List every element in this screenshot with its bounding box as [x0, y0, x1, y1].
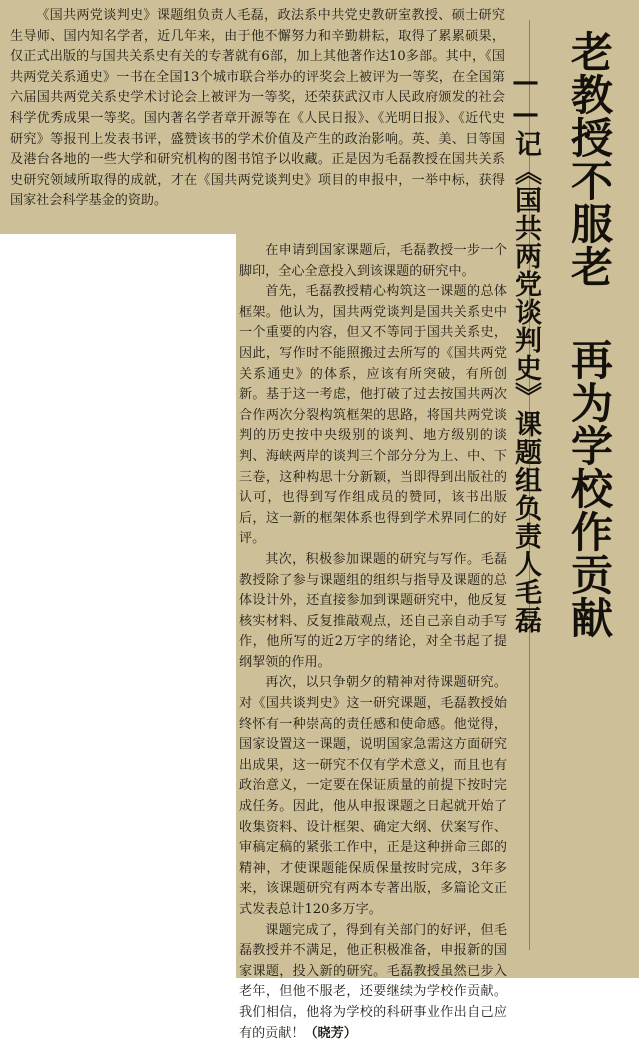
article-paragraph-5: 再次，以只争朝夕的精神对待课题研究。对《国共谈判史》这一研究课题，毛磊教授始终怀有一种崇高的责任感和使命感。他觉得，国家设置这一课题，说明国家急需这方面研究出成果，这一研究不仅有学术意义，而且也有政治意义，一定要在保证质量的前提下按时完成任务。因此，他从申报课题之日起就开始了收集资料、设计框架、确定大纲、伏案写作、审稿定稿的紧张工作中，正是这种拼命三郎的精神，才使课题能保质保量按时完成，3年多来，该课题研究有两本专著出版，多篇论文正式发表总计120多万字。 [239, 675, 507, 917]
article-body-lower [239, 241, 507, 1044]
article-subheadline: ——记《国共两党谈判史》课题组负责人毛磊 [510, 66, 541, 634]
article-paragraph-6-text: 课题完成了，得到有关部门的好评，但毛磊教授并不满足，他正积极准备，申报新的国家课题，投入新的研究。毛磊教授虽然已步入老年，但他不服老，还要继续为学校作贡献。我们相信，他将为学校的科研事业作出自己应有的贡献！ [239, 922, 507, 1041]
article-byline: （晓芳） [304, 1025, 357, 1041]
article-paragraph-1: 《国共两党谈判史》课题组负责人毛磊，政法系中共党史教研室教授、硕士研究生导师、国内知名学者，近几年来，由于他不懈努力和辛勤耕耘，取得了累累硕果，仅正式出版的与国共关系史有关的专著就有6部，加上其他著作达10多部。其中，《国共两党关系通史》一书在全国13个城市联合举办的评奖会上被评为一等奖，在全国第六届国共两党关系史学术讨论会上被评为一等奖，还荣获武汉市人民政府颁发的社会科学优秀成果一等奖。国内著名学者章开源等在《人民日报》、《光明日报》、《近代史研究》等报刊上发表书评，盛赞该书的学术价值及产生的政治影响。英、美、日等国及港台各地的一些大学和研究机构的图书馆予以收藏。正是因为毛磊教授在国共关系史研究领域所取得的成就，才在《国共两党谈判史》项目的申报中，一举中标，获得国家社会科学基金的资助。 [10, 8, 505, 209]
article-paragraph-2: 在申请到国家课题后，毛磊教授一步一个脚印，全心全意投入到该课题的研究中。 [239, 243, 507, 279]
blank-cutout-area [0, 234, 236, 978]
article-headline: 老教授不服老 再为学校作贡献 [565, 30, 614, 639]
article-paragraph-6 [239, 921, 507, 1044]
article-paragraph-3: 首先，毛磊教授精心构筑这一课题的总体框架。他认为，国共两党谈判是国共关系史中一个重要的内容，但又不等同于国共关系史，因此，写作时不能照搬过去所写的《国共两党关系通史》的体系，应该有所突破，有所创新。基于这一考虑，他打破了过去按国共两次合作两次分裂构筑框架的思路，将国共两党谈判的历史按中央级别的谈判、地方级别的谈判、海峡两岸的谈判三个部分分为上、中、下三卷，这种构思十分新颖，当即得到出版社的认可，也得到写作组成员的赞同，该书出版后，这一新的框架体系也得到学术界同仁的好评。 [239, 284, 507, 547]
article-paragraph-4: 其次，积极参加课题的研究与写作。毛磊教授除了参与课题组的组织与指导及课题的总体设计外，还直接参加到课题研究中，他反复核实材料、反复推敲观点，还自己亲自动手写作，他所写的近2万字的绪论，对全书起了提纲挈领的作用。 [239, 551, 507, 670]
